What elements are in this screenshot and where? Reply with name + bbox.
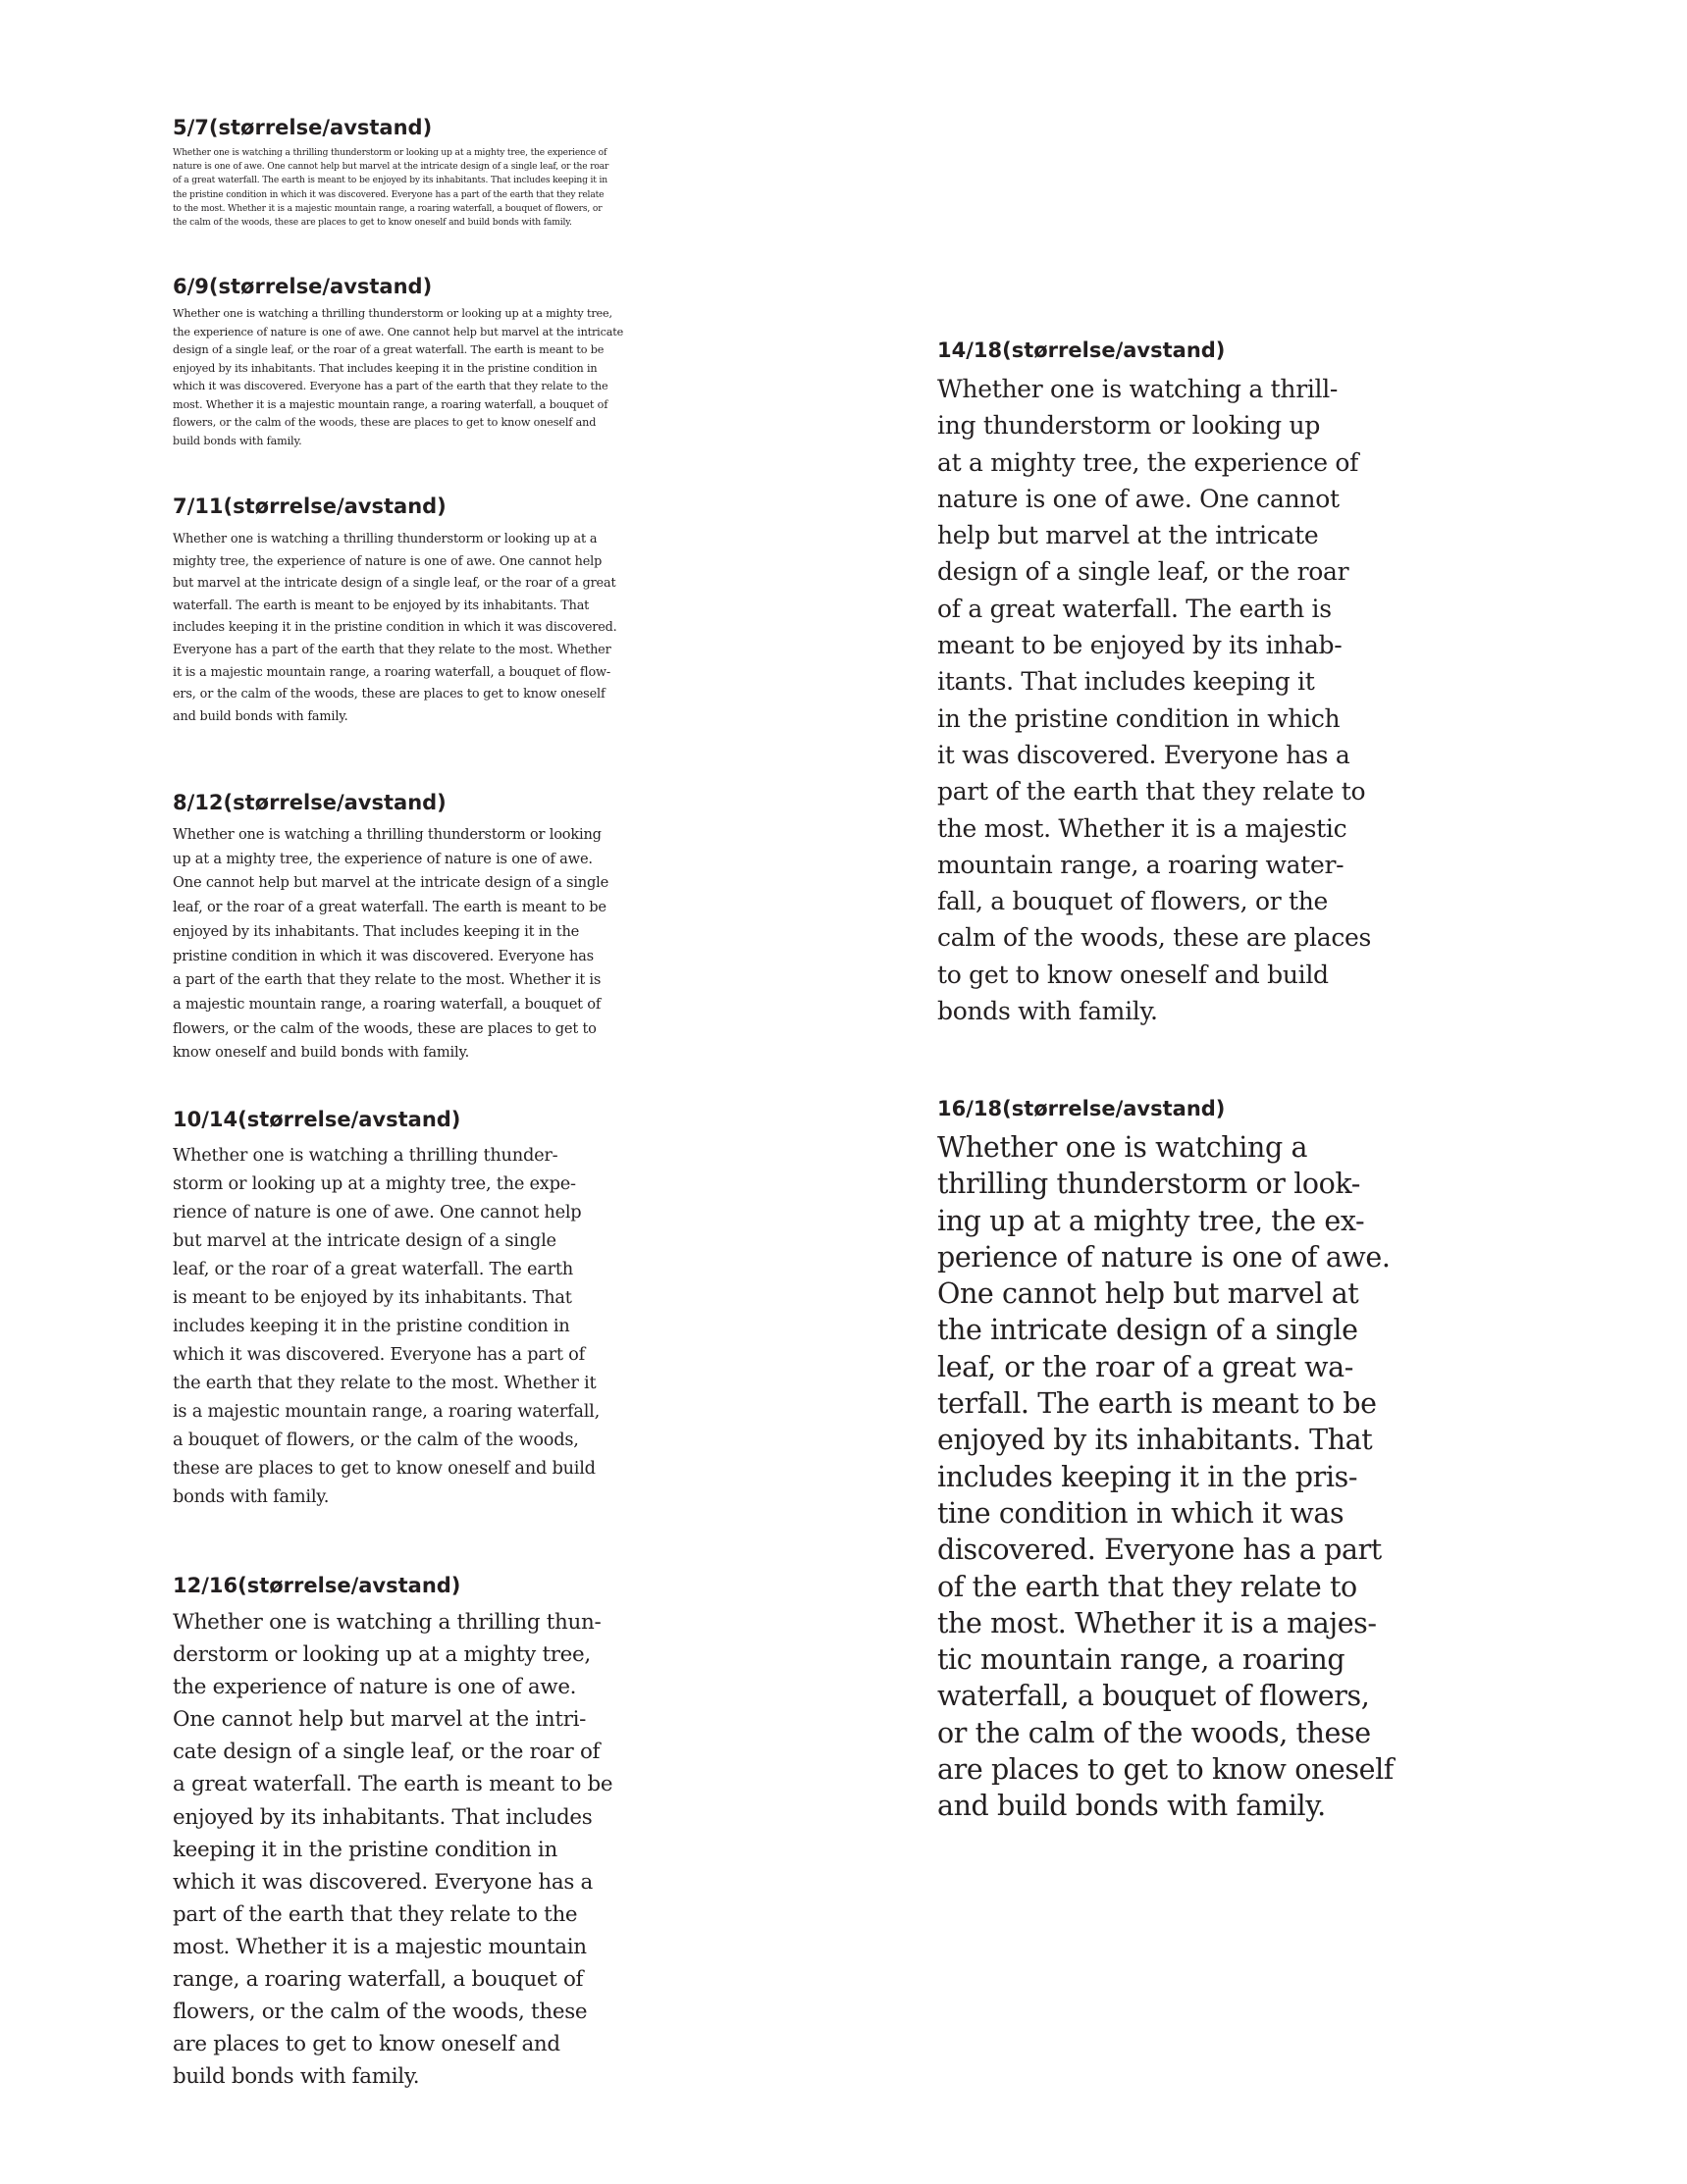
sample-5-7 [173, 115, 673, 230]
sample-heading: 8/12(størrelse/avstand) [173, 791, 447, 814]
sample-paragraph: Whether one is watching a thrilling thunderstorm or looking up at a mighty tree, the experience of nature is one of awe. One cannot help but marvel at the intricate design of a single leaf, or the roar of a great waterfall. The earth is meant to be enjoyed by its inhabitants. That includes keeping it in the pristine condition in which it was discovered. Everyone has a part of the earth that they relate to the most. Whether it is a majestic mountain range, a roaring waterfall, a bouquet of flowers, or the calm of the woods, these are places to get to know oneself and build bonds with family. [173, 307, 624, 447]
sample-heading: 10/14(størrelse/avstand) [173, 1108, 461, 1131]
sample-heading: 12/16(størrelse/avstand) [173, 1574, 461, 1597]
sample-paragraph: Whether one is watching a thrilling thunderstorm or looking up at a mighty tree, the experience of nature is one of awe. One cannot help but marvel at the intricate design of a single leaf, or the roar of a great waterfall. The earth is meant to be enjoyed by its inhabitants. That includes keeping it in the pristine condition in which it was discovered. Everyone has a part of the earth that they relate to the most. Whether it is a majestic mountain range, a roaring waterfall, a bouquet of flowers, or the calm of the woods, these are places to get to know oneself and build bonds with family. [173, 826, 609, 1062]
sample-16-18 [937, 1096, 1487, 1825]
sample-paragraph: Whether one is watching a thrill- ing thunderstorm or looking up at a mighty tree, the experience of nature is one of awe. One cannot help but marvel at the intricate design of a single leaf, or the roar of a great waterfall. The earth is meant to be enjoyed by its inhab- itants. That includes keeping it in the pristine condition in which it was discovered. Everyone has a part of the earth that they relate to the most. Whether it is a majestic mountain range, a roaring water- fall, a bouquet of flowers, or the calm of the woods, these are places to get to know oneself and build bonds with family. [937, 375, 1372, 1026]
sample-12-16 [173, 1573, 703, 2093]
sample-paragraph: Whether one is watching a thrilling thunderstorm or looking up at a mighty tree, the experience of nature is one of awe. One cannot help but marvel at the intricate design of a single leaf, or the roar of a great waterfall. The earth is meant to be enjoyed by its inhabitants. That includes keeping it in the pristine condition in which it was discovered. Everyone has a part of the earth that they relate to the most. Whether it is a majestic mountain range, a roaring waterfall, a bouquet of flowers, or the calm of the woods, these are places to get to know oneself and build bonds with family. [173, 148, 609, 229]
sample-heading: 5/7(størrelse/avstand) [173, 116, 433, 139]
sample-heading: 16/18(størrelse/avstand) [937, 1097, 1226, 1120]
sample-10-14 [173, 1107, 683, 1511]
sample-14-18 [937, 338, 1487, 1029]
sample-heading: 7/11(størrelse/avstand) [173, 494, 447, 518]
sample-heading: 6/9(størrelse/avstand) [173, 275, 433, 298]
sample-7-11 [173, 494, 683, 728]
sample-paragraph: Whether one is watching a thrilling thunder- storm or looking up at a mighty tree, the expe- rience of nature is one of awe. One cannot help but marvel at the intricate design of a single leaf, or the roar of a great waterfall. The earth is meant to be enjoyed by its inhabitants. That includes keeping it in the pristine condition in which it was discovered. Everyone has a part of the earth that they relate to the most. Whether it is a majestic mountain range, a roaring waterfall, a bouquet of flowers, or the calm of the woods, these are places to get to know oneself and build bonds with family. [173, 1145, 600, 1507]
sample-6-9 [173, 274, 673, 450]
sample-paragraph: Whether one is watching a thrilling thunderstorm or look- ing up at a mighty tree, the ex- perience of nature is one of awe. One cannot help but marvel at the intricate design of a single leaf, or the roar of a great wa- terfall. The earth is meant to be enjoyed by its inhabitants. That includes keeping it in the pris- tine condition in which it was discovered. Everyone has a part of the earth that they relate to the most. Whether it is a majes- tic mountain range, a roaring waterfall, a bouquet of flowers, or the calm of the woods, these are places to get to know oneself and build bonds with family. [937, 1131, 1394, 1823]
sample-paragraph: Whether one is watching a thrilling thun- derstorm or looking up at a mighty tree, the experience of nature is one of awe. One cannot help but marvel at the intri- cate design of a single leaf, or the roar of a great waterfall. The earth is meant to be enjoyed by its inhabitants. That includes keeping it in the pristine condition in which it was discovered. Everyone has a part of the earth that they relate to the most. Whether it is a majestic mountain range, a roaring waterfall, a bouquet of flowers, or the calm of the woods, these are places to get to know oneself and build bonds with family. [173, 1610, 613, 2090]
sample-heading: 14/18(størrelse/avstand) [937, 338, 1226, 362]
sample-paragraph: Whether one is watching a thrilling thunderstorm or looking up at a mighty tree, the experience of nature is one of awe. One cannot help but marvel at the intricate design of a single leaf, or the roar of a great waterfall. The earth is meant to be enjoyed by its inhabitants. That includes keeping it in the pristine condition in which it was discovered. Everyone has a part of the earth that they relate to the most. Whether it is a majestic mountain range, a roaring waterfall, a bouquet of flow- ers, or the calm of the woods, these are places to get to know oneself and build bonds with family. [173, 532, 617, 724]
sample-8-12 [173, 790, 683, 1066]
